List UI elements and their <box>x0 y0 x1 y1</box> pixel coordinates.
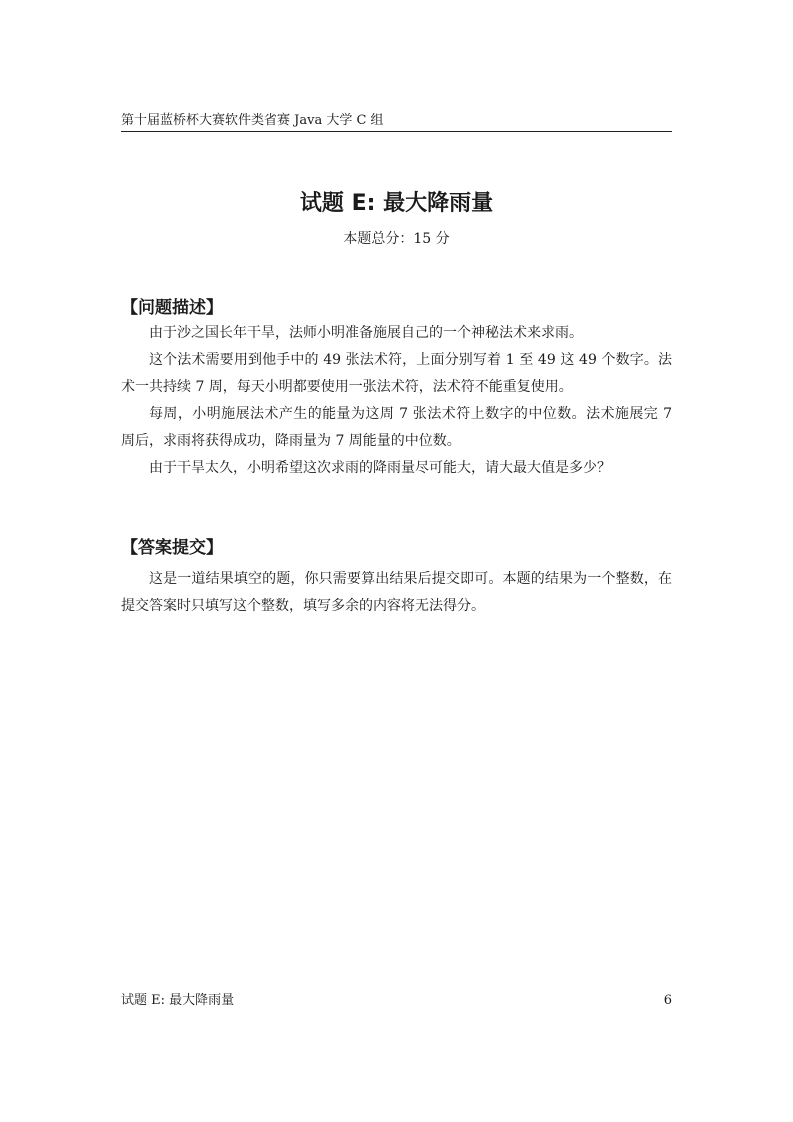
total-score: 本题总分：15 分 <box>343 231 450 247</box>
page-header <box>121 112 672 132</box>
problem-title: 试题 E: 最大降雨量 <box>299 191 494 216</box>
description-paragraph: 由于干旱太久，小明希望这次求雨的降雨量尽可能大，请大最大值是多少？ <box>149 460 611 476</box>
page-footer <box>121 992 672 1010</box>
header-text: 第十届蓝桥杯大赛软件类省赛 Java 大学 C 组 <box>121 113 384 128</box>
description-heading: 【问题描述】 <box>121 298 223 318</box>
answer-heading: 【答案提交】 <box>121 538 223 558</box>
answer-body <box>121 566 672 620</box>
description-body <box>121 320 672 482</box>
description-paragraph: 这个法术需要用到他手中的 49 张法术符，上面分别写着 1 至 49 这 49 个数字。法术一共持续 7 周，每天小明都要使用一张法术符，法术符不能重复使用。 <box>121 352 672 395</box>
footer-title: 试题 E: 最大降雨量 <box>121 993 235 1008</box>
page-number: 6 <box>663 993 672 1008</box>
answer-paragraph: 这是一道结果填空的题，你只需要算出结果后提交即可。本题的结果为一个整数，在提交答案时只填写这个整数，填写多余的内容将无法得分。 <box>121 571 672 614</box>
description-paragraph: 由于沙之国长年干旱，法师小明准备施展自己的一个神秘法术来求雨。 <box>149 325 583 341</box>
description-paragraph: 每周，小明施展法术产生的能量为这周 7 张法术符上数字的中位数。法术施展完 7 周后，求雨将获得成功，降雨量为 7 周能量的中位数。 <box>121 406 672 449</box>
